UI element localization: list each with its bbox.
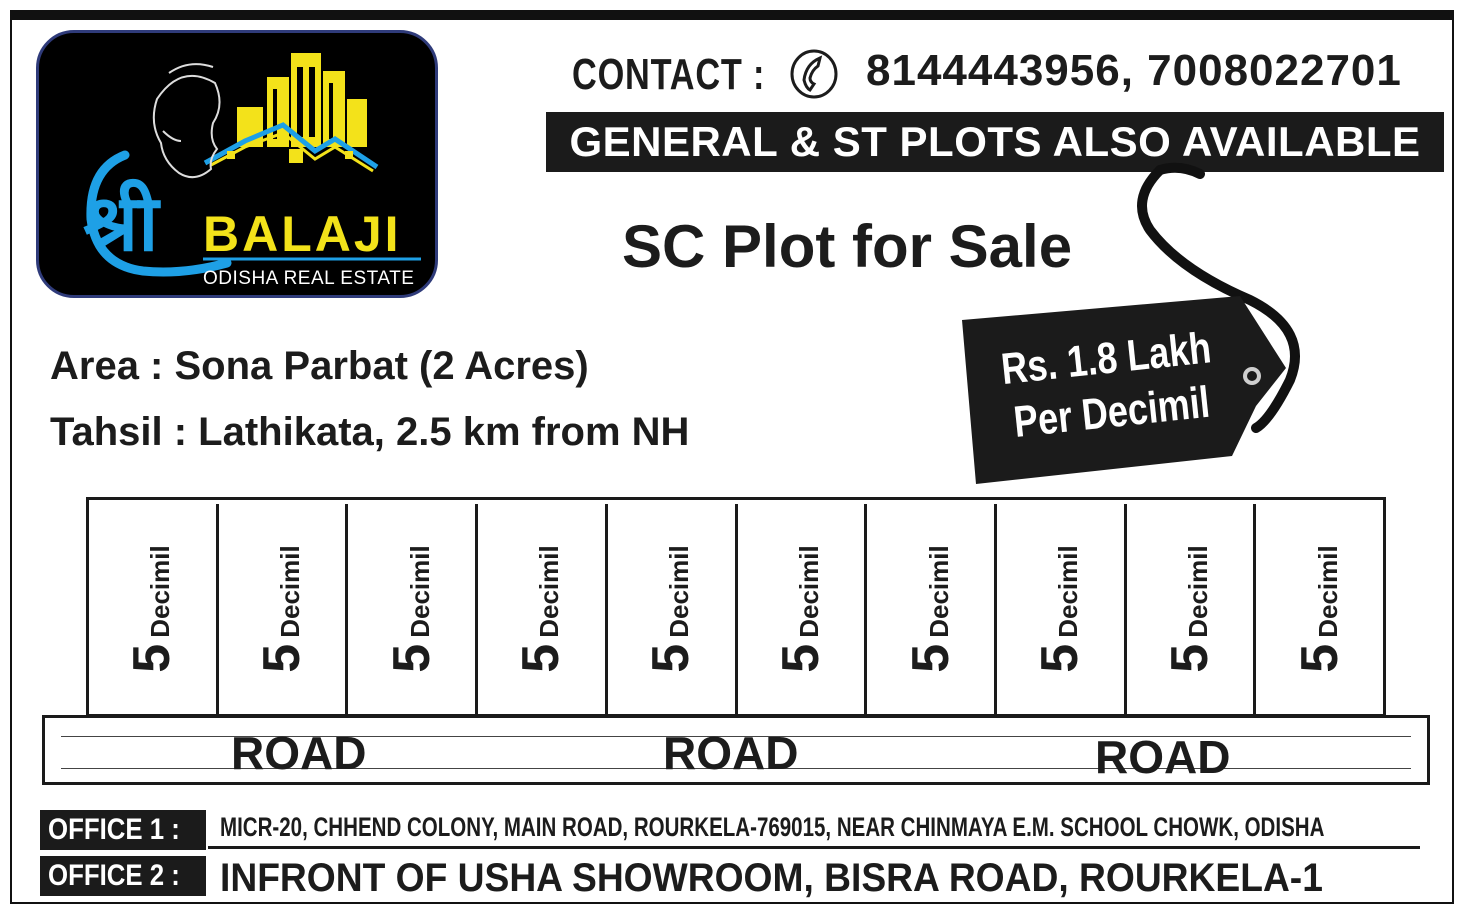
plot-size: 5	[1160, 643, 1219, 673]
plot-size: 5	[1031, 643, 1090, 673]
plot-cell	[608, 504, 738, 714]
office-1-label: OFFICE 1 :	[40, 810, 206, 850]
price-tag-text	[993, 321, 1224, 452]
plot-cell	[89, 504, 219, 714]
plot-size: 5	[642, 643, 701, 673]
plot-cell	[348, 504, 478, 714]
plot-unit: Decimil	[1182, 545, 1213, 638]
plot-size: 5	[253, 643, 312, 673]
road-label: ROAD	[231, 727, 367, 779]
price-unit: Per Decimil	[1011, 377, 1213, 447]
plot-layout	[86, 497, 1386, 717]
office-1-row	[40, 810, 1424, 850]
plot-cell	[219, 504, 349, 714]
plot-size: 5	[382, 643, 441, 673]
plot-cell	[997, 504, 1127, 714]
road-strip	[42, 715, 1430, 785]
logo-brand-name: BALAJI	[203, 206, 402, 262]
office-2-row	[40, 856, 1424, 900]
availability-banner: GENERAL & ST PLOTS ALSO AVAILABLE	[546, 112, 1444, 172]
office-2-address: INFRONT OF USHA SHOWROOM, BISRA ROAD, ROURKELA-1	[220, 856, 1323, 900]
plot-cell	[1127, 504, 1257, 714]
plot-size: 5	[771, 643, 830, 673]
plot-unit: Decimil	[923, 545, 954, 638]
road-label: ROAD	[663, 727, 799, 779]
tahsil-detail: Tahsil : Lathikata, 2.5 km from NH	[50, 410, 690, 454]
plot-unit: Decimil	[1312, 545, 1343, 638]
office-1-address: MICR-20, CHHEND COLONY, MAIN ROAD, ROURKELA-769015, NEAR CHINMAYA E.M. SCHOOL CHOWK, ODISHA	[220, 812, 1325, 842]
plot-size: 5	[1290, 643, 1349, 673]
logo-shri-glyph: श्री	[83, 179, 159, 269]
phone-icon	[788, 48, 840, 100]
logo-tagline: ODISHA REAL ESTATE	[203, 268, 415, 289]
plot-unit: Decimil	[793, 545, 824, 638]
headline: SC Plot for Sale	[622, 213, 1073, 280]
divider	[208, 846, 1420, 849]
office-2-label: OFFICE 2 :	[40, 856, 206, 896]
plot-unit: Decimil	[275, 545, 306, 638]
area-detail: Area : Sona Parbat (2 Acres)	[50, 344, 589, 388]
contact-label: CONTACT :	[572, 50, 766, 99]
plot-unit: Decimil	[664, 545, 695, 638]
plot-cell	[738, 504, 868, 714]
price-amount: Rs. 1.8 Lakh	[998, 323, 1214, 395]
plot-cell	[478, 504, 608, 714]
contact-phone-numbers[interactable]: 8144443956, 7008022701	[866, 46, 1402, 95]
plot-size: 5	[512, 643, 571, 673]
plot-cell	[867, 504, 997, 714]
plot-unit: Decimil	[404, 545, 435, 638]
plot-unit: Decimil	[145, 545, 176, 638]
plot-unit: Decimil	[534, 545, 565, 638]
plot-size: 5	[901, 643, 960, 673]
plot-size: 5	[123, 643, 182, 673]
plot-unit: Decimil	[1053, 545, 1084, 638]
company-logo	[36, 30, 438, 298]
plot-cell	[1256, 504, 1383, 714]
road-label: ROAD	[1095, 731, 1231, 783]
